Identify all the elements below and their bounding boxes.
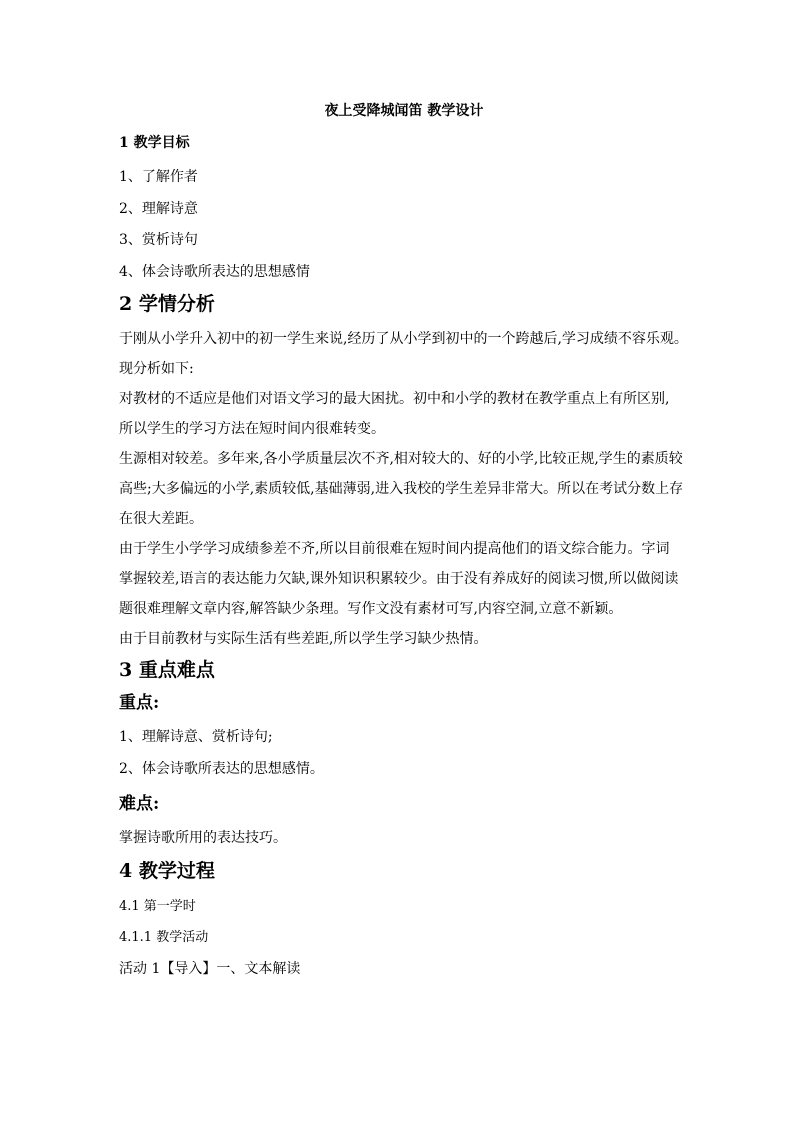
analysis-line: 在很大差距。 [119,511,203,527]
section-heading-student-analysis: 2 学情分析 [119,293,215,315]
section-heading-teaching-process: 4 教学过程 [119,859,215,882]
section-heading-teaching-goals: 1 教学目标 [119,135,190,151]
goal-item: 3、赏析诗句 [119,232,198,248]
analysis-line: 题很难理解文章内容,解答缺少条理。写作文没有素材可写,内容空洞,立意不新颖。 [119,601,623,617]
analysis-line: 对教材的不适应是他们对语文学习的最大困扰。初中和小学的教材在教学重点上有所区别, [119,391,670,407]
key-points-subheading: 重点: [119,693,160,713]
analysis-line: 高些;大多偏远的小学,素质较低,基础薄弱,进入我校的学生差异非常大。所以在考试分数上存 [119,481,684,497]
process-subheading-first-period: 4.1 第一学时 [119,898,196,914]
analysis-line: 生源相对较差。多年来,各小学质量层次不齐,相对较大的、好的小学,比较正规,学生的素质较 [119,451,683,467]
document-title: 夜上受降城闻笛 教学设计 [324,103,484,119]
section-heading-key-points: 3 重点难点 [119,659,215,681]
activity-item: 活动 1【导入】一、文本解读 [119,960,301,977]
process-subheading-activities: 4.1.1 教学活动 [119,930,209,945]
analysis-line: 所以学生的学习方法在短时间内很难转变。 [119,421,385,437]
analysis-line: 现分析如下: [119,361,194,377]
analysis-line: 由于目前教材与实际生活有些差距,所以学生学习缺少热情。 [119,631,488,647]
document-content [119,100,689,985]
key-point-item: 2、体会诗歌所表达的思想感情。 [119,760,324,777]
difficult-point-item: 掌握诗歌所用的表达技巧。 [119,830,287,846]
key-point-item: 1、理解诗意、赏析诗句; [119,729,273,745]
analysis-line: 掌握较差,语言的表达能力欠缺,课外知识积累较少。由于没有养成好的阅读习惯,所以做阅读 [119,571,679,587]
goal-item: 1、了解作者 [119,169,198,185]
analysis-line: 于刚从小学升入初中的初一学生来说,经历了从小学到初中的一个跨越后,学习成绩不容乐观。 [119,331,688,347]
difficult-points-subheading: 难点: [119,794,160,814]
goal-item: 4、体会诗歌所表达的思想感情 [119,263,310,280]
analysis-line: 由于学生小学学习成绩参差不齐,所以目前很难在短时间内提高他们的语文综合能力。字词 [119,541,670,557]
goal-item: 2、理解诗意 [119,200,198,217]
